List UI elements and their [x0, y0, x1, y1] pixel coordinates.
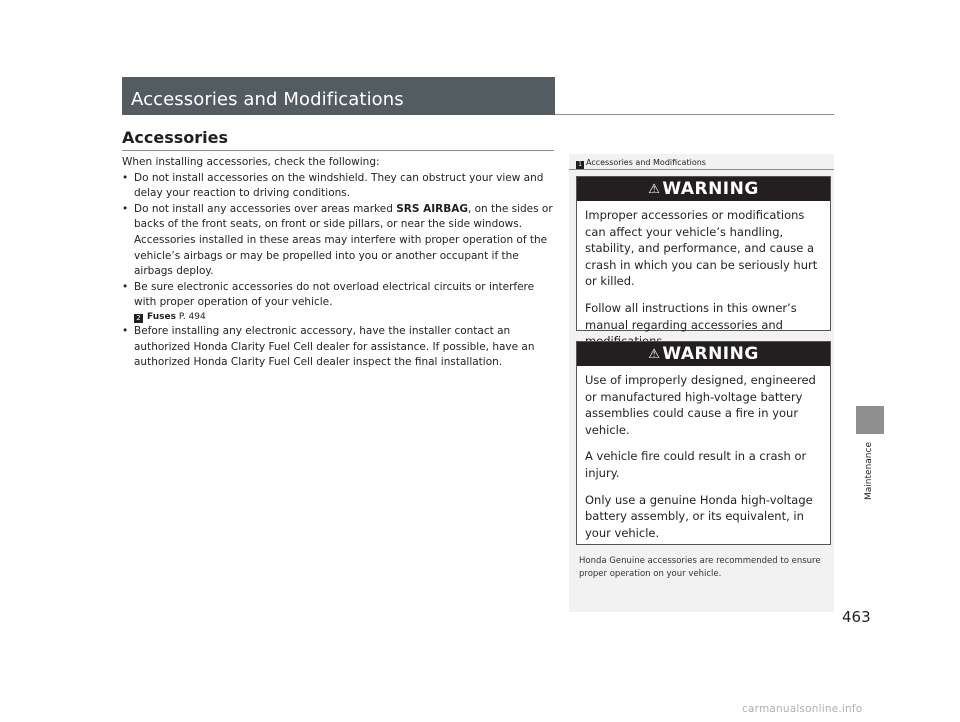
title-rule [122, 150, 554, 151]
body-column [122, 155, 554, 371]
bullet-text: Do not install accessories on the windshield. They can obstruct your view and delay your reaction to driving conditions. [134, 171, 544, 200]
reference-arrow-icon: 2 [134, 314, 143, 323]
bullet-item [122, 202, 554, 280]
warning-box-modifications [576, 176, 831, 331]
sidebar-arrow-icon: 1 [576, 161, 584, 169]
chapter-tab[interactable] [856, 406, 884, 434]
bullet-icon: • [122, 171, 129, 184]
sidebar-panel [569, 154, 834, 612]
bullet-icon: • [122, 280, 129, 293]
bullet-icon: • [122, 202, 129, 215]
warning-body [577, 366, 830, 541]
bullet-text-before: Do not install any accessories over areas marked [134, 202, 397, 215]
warning-header [577, 342, 830, 366]
warning-body [577, 201, 830, 350]
banner-rule [555, 114, 834, 115]
warning-paragraph: Improper accessories or modifications can affect your vehicle’s handling, stability, and performance, and cause a crash in which you can be seriously hurt or killed. [585, 208, 818, 289]
chapter-tab-label [856, 442, 884, 502]
section-banner [122, 77, 555, 115]
warning-title: WARNING [662, 344, 759, 364]
bullet-text-after: , on the sides or backs of the front seats, on front or side pillars, or near the side windows. Accessories installed in these areas may interfere with proper operation of the vehicle’s airbags or may be propelled into you or another occupant if the airbags deploy. [134, 202, 553, 278]
bullet-item [122, 280, 554, 311]
page-number: 463 [842, 608, 871, 626]
fuses-ref-label: Fuses [147, 311, 176, 322]
sidebar-note: Honda Genuine accessories are recommended to ensure proper operation on your vehicle. [579, 556, 821, 579]
bullet-text: Be sure electronic accessories do not overload electrical circuits or interfere with proper operation of your vehicle. [134, 280, 535, 309]
warning-header [577, 177, 830, 201]
srs-airbag-label: SRS AIRBAG [396, 202, 468, 215]
warning-paragraph: Use of improperly designed, engineered or manufactured high-voltage battery assemblies could cause a fire in your vehicle. [585, 373, 816, 437]
warning-title: WARNING [662, 179, 759, 199]
bullet-item [122, 171, 554, 202]
fuses-ref-page: P. 494 [178, 311, 206, 322]
chapter-tab-text: Maintenance [864, 442, 874, 500]
bullet-item [122, 324, 554, 371]
watermark: carmanualsonline.info [742, 703, 863, 715]
sidebar-header-text: Accessories and Modifications [586, 158, 706, 167]
bullet-icon: • [122, 324, 129, 337]
sidebar-header [576, 158, 706, 169]
bullet-text: Before installing any electronic accessory, have the installer contact an authorized Honda Clarity Fuel Cell dealer for assistance. If possible, have an authorized Honda Clarity Fuel Cell dealer inspect the final installation. [134, 324, 535, 369]
intro-text: When installing accessories, check the following: [122, 156, 380, 168]
warning-paragraph: Follow all instructions in this owner’s manual regarding accessories and [585, 300, 797, 332]
section-title: Accessories and Modifications [131, 89, 404, 110]
warning-paragraph: Only use a genuine Honda high-voltage battery assembly, or its equivalent, in your vehicle. [585, 492, 813, 540]
sidebar-header-rule [569, 169, 834, 170]
page-title: Accessories [122, 128, 228, 147]
warning-paragraph: A vehicle fire could result in a crash or injury. [585, 449, 807, 480]
warning-triangle-icon: ⚠ [648, 347, 661, 362]
warning-triangle-icon: ⚠ [648, 182, 661, 197]
fuses-reference-link[interactable] [122, 311, 554, 324]
warning-box-battery [576, 341, 831, 545]
